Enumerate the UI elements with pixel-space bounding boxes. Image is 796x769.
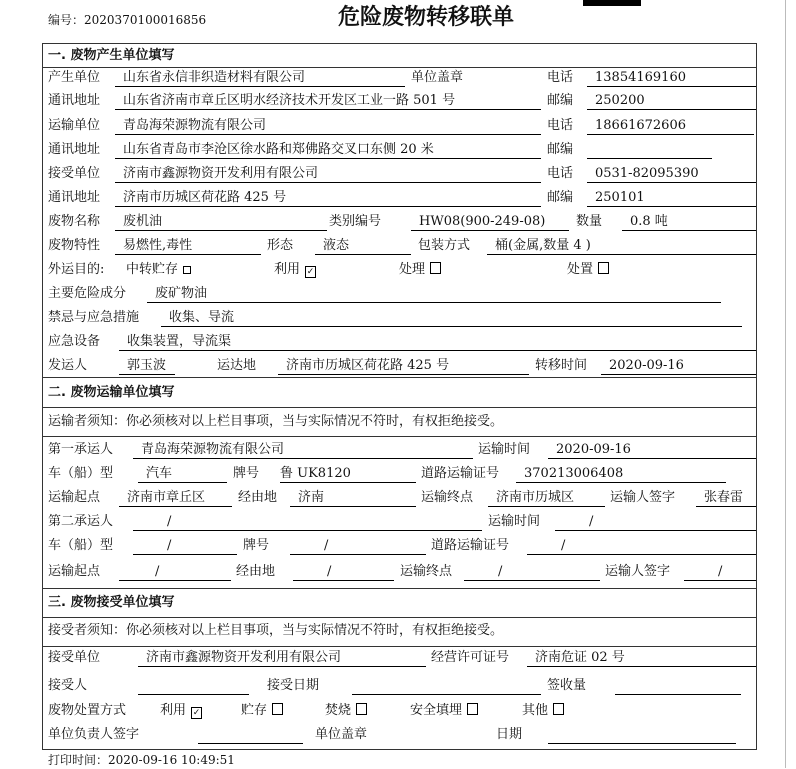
transporter-label: 运输单位 [48, 118, 101, 133]
date-label: 日期 [496, 727, 523, 742]
checkbox-unchecked-icon[interactable] [598, 262, 609, 274]
component-row [0, 285, 796, 305]
phone-label: 电话 [547, 118, 574, 133]
first-end-field[interactable]: 济南市历城区 [488, 489, 605, 507]
second-carrier-row [0, 513, 796, 533]
producer-address-field[interactable]: 山东省济南市章丘区明水经济技术开发区工业一路 501 号 [115, 92, 541, 110]
first-route-row [0, 489, 796, 509]
serial-label: 编号： [48, 13, 85, 27]
page-title: 危险废物转移联单 [338, 5, 515, 30]
divider [42, 67, 756, 68]
option-label: 处理 [399, 262, 426, 277]
second-vehicle-field[interactable]: / [133, 537, 237, 555]
receiver-row [0, 165, 796, 185]
waste-name-label: 废物名称 [48, 214, 101, 229]
end-label: 运输终点 [400, 564, 453, 579]
method-utilize[interactable] [160, 702, 202, 720]
second-carrier-field[interactable]: / [133, 513, 482, 531]
serial-value: 2020370100016856 [84, 13, 207, 27]
receiver-person-field[interactable] [138, 677, 249, 695]
option-label: 焚烧 [325, 703, 352, 718]
receiver-phone-field[interactable]: 0531-82095390 [587, 165, 756, 183]
checkbox-unchecked-icon[interactable] [467, 703, 478, 715]
producer-label: 产生单位 [48, 70, 101, 85]
divider [42, 377, 756, 378]
method-storage[interactable] [241, 702, 283, 720]
checkbox-unchecked-icon[interactable] [430, 262, 441, 274]
section-1-title: 一. 废物产生单位填写 [48, 48, 175, 63]
first-via-field[interactable]: 济南 [290, 489, 416, 507]
received-amount-label: 签收量 [547, 678, 587, 693]
shipper-row [0, 357, 796, 377]
phone-label: 电话 [547, 166, 574, 181]
transporter-row [0, 117, 796, 137]
sign-label: 运输人签字 [610, 490, 676, 505]
option-label: 其他 [522, 703, 549, 718]
sign-label: 运输人签字 [605, 564, 671, 579]
transporter-zip-field[interactable] [587, 141, 712, 159]
transfer-time-label: 转移时间 [535, 358, 588, 373]
disposal-method-row [0, 702, 796, 722]
option-label: 利用 [274, 262, 301, 277]
divider [42, 588, 756, 589]
via-label: 经由地 [238, 490, 278, 505]
emergency-field[interactable]: 收集、导流 [161, 309, 742, 327]
head-sign-field[interactable] [198, 726, 303, 744]
second-permit-field[interactable]: / [527, 537, 756, 555]
method-incinerate[interactable] [325, 702, 367, 720]
emergency-label: 禁忌与应急措施 [48, 310, 140, 325]
first-transport-time-field[interactable]: 2020-09-16 [548, 441, 756, 459]
shipper-field[interactable]: 郭玉波 [119, 357, 175, 375]
receive-unit-label: 接受单位 [48, 650, 101, 665]
vehicle-label: 车（船）型 [48, 538, 114, 553]
checkbox-unchecked-icon[interactable] [356, 703, 367, 715]
plate-label: 牌号 [243, 538, 270, 553]
purpose-row [0, 261, 796, 281]
receiver-address-row [0, 189, 796, 209]
start-label: 运输起点 [48, 490, 101, 505]
receiver-person-label: 接受人 [48, 678, 88, 693]
category-label: 类别编号 [329, 214, 382, 229]
start-label: 运输起点 [48, 564, 101, 579]
quantity-field[interactable]: 0.8 吨 [622, 213, 756, 231]
equipment-label: 应急设备 [48, 334, 101, 349]
first-plate-field[interactable]: 鲁 UK8120 [280, 465, 416, 483]
second-sign-field[interactable]: / [684, 563, 756, 581]
zip-label: 邮编 [547, 190, 574, 205]
second-end-field[interactable]: / [464, 563, 600, 581]
disposal-method-label: 废物处置方式 [48, 703, 127, 718]
receive-unit-row [0, 649, 796, 669]
purpose-label: 外运目的: [48, 262, 105, 277]
receive-date-field[interactable] [352, 677, 541, 695]
serial-number [48, 11, 206, 29]
signature-row [0, 726, 796, 746]
receive-date-label: 接受日期 [267, 678, 320, 693]
second-transport-time-field[interactable]: / [555, 513, 756, 531]
quantity-label: 数量 [576, 214, 603, 229]
waste-name-field[interactable]: 废机油 [115, 213, 327, 231]
transfer-time-field[interactable]: 2020-09-16 [601, 357, 756, 375]
end-label: 运输终点 [421, 490, 474, 505]
option-label: 处置 [567, 262, 594, 277]
option-label: 贮存 [241, 703, 268, 718]
equipment-field[interactable]: 收集装置，导流渠 [119, 333, 756, 351]
received-amount-field[interactable] [615, 677, 741, 695]
emergency-row [0, 309, 796, 329]
purpose-option-transfer-storage[interactable] [126, 261, 191, 279]
first-carrier-field[interactable]: 青岛海荣源物流有限公司 [133, 441, 473, 459]
purpose-option-dispose[interactable] [567, 261, 609, 279]
print-time-value: 2020-09-16 10:49:51 [108, 753, 235, 767]
head-sign-label: 单位负责人签字 [48, 727, 140, 742]
seal-label: 单位盖章 [411, 70, 464, 85]
date-field[interactable] [548, 726, 736, 744]
address-label: 通讯地址 [48, 93, 101, 108]
packaging-label: 包装方式 [418, 238, 471, 253]
second-start-field[interactable]: / [119, 563, 231, 581]
divider [42, 617, 756, 618]
via-label: 经由地 [236, 564, 276, 579]
producer-field[interactable]: 山东省永信非织造材料有限公司 [115, 69, 405, 87]
receiver-person-row [0, 677, 796, 697]
producer-zip-field[interactable]: 250200 [587, 92, 756, 110]
property-row [0, 237, 796, 257]
second-plate-field[interactable]: / [290, 537, 426, 555]
checkbox-checked-icon[interactable]: ✓ [192, 708, 201, 718]
transporter-phone-field[interactable]: 18661672606 [587, 117, 754, 135]
divider [42, 407, 756, 408]
property-label: 废物特性 [48, 238, 101, 253]
producer-address-row [0, 92, 796, 112]
option-label: 安全填埋 [410, 703, 463, 718]
zip-label: 邮编 [547, 93, 574, 108]
checkbox-checked-icon[interactable]: ✓ [306, 267, 315, 277]
second-route-row [0, 563, 796, 583]
permit-label: 道路运输证号 [431, 538, 510, 553]
option-label: 利用 [160, 703, 187, 718]
first-vehicle-row [0, 465, 796, 485]
receiver-zip-field[interactable]: 250101 [587, 189, 756, 207]
transporter-field[interactable]: 青岛海荣源物流有限公司 [115, 117, 541, 135]
transport-notice: 运输者须知：你必须核对以上栏目事项，当与实际情况不符时，有权拒绝接受。 [48, 414, 504, 429]
print-time [48, 751, 235, 769]
equipment-row [0, 333, 796, 353]
checkbox-unchecked-icon[interactable] [272, 703, 283, 715]
component-field[interactable]: 废矿物油 [147, 285, 721, 303]
transporter-address-field[interactable]: 山东省青岛市李沧区徐水路和郑佛路交叉口东侧 20 米 [115, 141, 541, 159]
phone-label: 电话 [547, 70, 574, 85]
second-carrier-label: 第二承运人 [48, 514, 114, 529]
checkbox-unchecked-icon[interactable] [183, 266, 191, 274]
form-label: 形态 [267, 238, 294, 253]
form-field[interactable]: 液态 [315, 237, 411, 255]
transporter-address-row [0, 141, 796, 161]
transport-time-label: 运输时间 [478, 442, 531, 457]
method-landfill[interactable] [410, 702, 478, 720]
receiver-address-field[interactable]: 济南市历城区荷花路 425 号 [115, 189, 541, 207]
purpose-option-utilize[interactable] [274, 261, 316, 279]
category-field[interactable]: HW08(900-249-08) [411, 213, 569, 231]
transport-time-label: 运输时间 [488, 514, 541, 529]
option-label: 中转贮存 [126, 262, 179, 277]
license-label: 经营许可证号 [431, 650, 510, 665]
plate-label: 牌号 [233, 466, 260, 481]
divider [42, 646, 756, 647]
receive-notice: 接受者须知：你必须核对以上栏目事项，当与实际情况不符时，有权拒绝接受。 [48, 623, 504, 638]
receiver-label: 接受单位 [48, 166, 101, 181]
print-time-label: 打印时间： [48, 753, 109, 767]
packaging-field[interactable]: 桶(金属,数量 4 ) [487, 237, 756, 255]
qr-code [583, 0, 641, 6]
shipper-label: 发运人 [48, 358, 88, 373]
purpose-option-treat[interactable] [399, 261, 441, 279]
first-carrier-label: 第一承运人 [48, 442, 114, 457]
producer-phone-field[interactable]: 13854169160 [587, 69, 756, 87]
method-other[interactable] [522, 702, 564, 720]
checkbox-unchecked-icon[interactable] [553, 703, 564, 715]
first-permit-field[interactable]: 370213006408 [516, 465, 726, 483]
address-label: 通讯地址 [48, 142, 101, 157]
divider [42, 436, 756, 437]
receiver-field[interactable]: 济南市鑫源物资开发利用有限公司 [115, 165, 541, 183]
permit-label: 道路运输证号 [421, 466, 500, 481]
zip-label: 邮编 [547, 142, 574, 157]
address-label: 通讯地址 [48, 190, 101, 205]
second-vehicle-row [0, 537, 796, 557]
first-vehicle-field[interactable]: 汽车 [138, 465, 227, 483]
destination-label: 运达地 [217, 358, 257, 373]
receive-unit-field[interactable]: 济南市鑫源物资开发利用有限公司 [138, 649, 426, 667]
component-label: 主要危险成分 [48, 286, 127, 301]
first-sign-field[interactable]: 张春雷 [696, 489, 756, 507]
waste-name-row [0, 213, 796, 233]
license-field[interactable]: 济南危证 02 号 [527, 649, 756, 667]
vehicle-label: 车（船）型 [48, 466, 114, 481]
seal-label: 单位盖章 [315, 727, 368, 742]
property-field[interactable]: 易燃性,毒性 [115, 237, 261, 255]
section-3-title: 三. 废物接受单位填写 [48, 595, 175, 610]
producer-row [0, 69, 796, 89]
second-via-field[interactable]: / [293, 563, 394, 581]
section-2-title: 二. 废物运输单位填写 [48, 385, 175, 400]
first-start-field[interactable]: 济南市章丘区 [119, 489, 232, 507]
destination-field[interactable]: 济南市历城区荷花路 425 号 [278, 357, 529, 375]
first-carrier-row [0, 441, 796, 461]
